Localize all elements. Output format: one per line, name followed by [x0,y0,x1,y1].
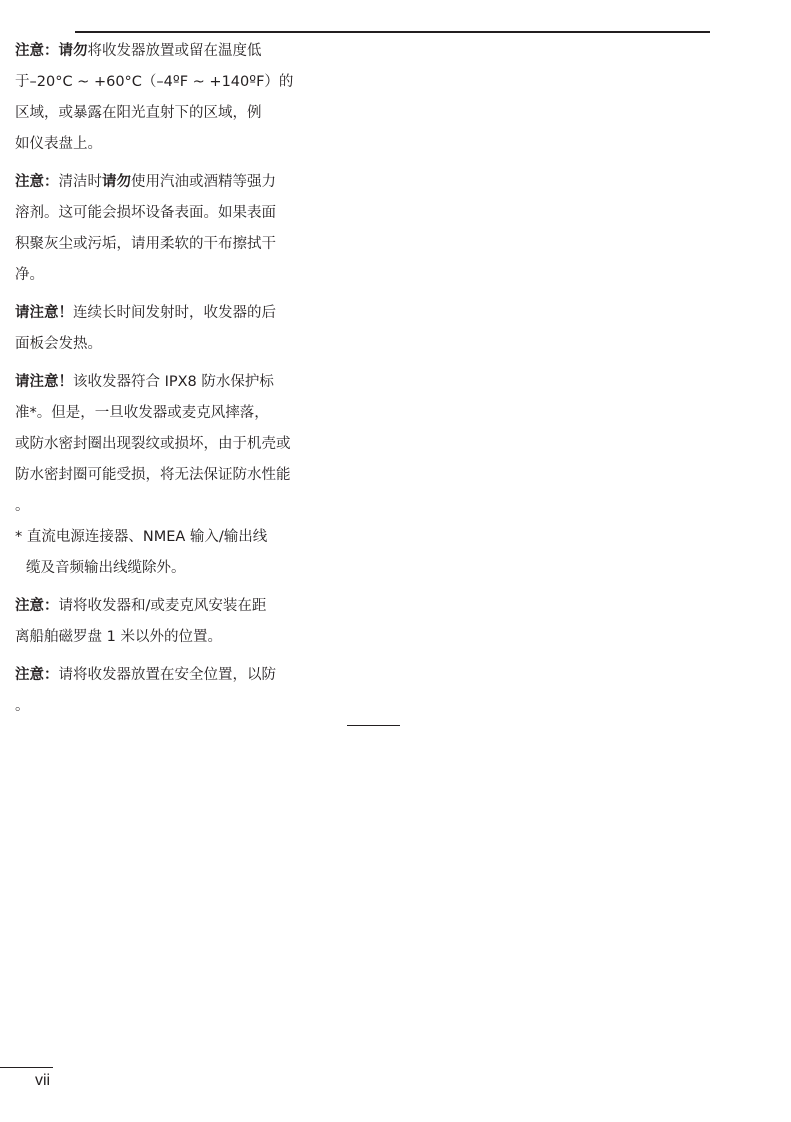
notice-text: 面板会发热。 [15,336,102,352]
notice-label: 请勿 [58,43,88,59]
notice-paragraph [15,167,335,291]
footer-rule [0,1067,53,1068]
notice-text: 请将收发器放置在安全位置，以防 [58,667,276,683]
notice-text: 净。 [15,267,44,283]
notice-line [15,167,335,198]
notice-line [15,460,335,491]
notice-line [15,229,335,260]
notice-line [15,429,335,460]
notice-text: 区域，或暴露在阳光直射下的区域，例 [15,105,262,121]
notice-line [15,298,335,329]
notice-line [15,591,335,622]
header-rule [75,31,710,33]
notice-label: 请勿 [102,174,131,190]
notice-text: 。 [15,698,30,714]
notice-label: 请注意！ [15,374,73,390]
notice-line [15,491,335,522]
notice-label: 注意： [15,667,59,683]
notice-line [15,367,335,398]
notice-paragraph [15,591,335,653]
notice-label: 注意： [15,43,59,59]
notice-text: 清洁时 [58,174,102,190]
notices-column [15,36,335,729]
inline-rule [347,725,400,726]
notice-paragraph [15,660,335,722]
notice-label: 注意： [15,598,59,614]
notice-line [15,660,335,691]
notice-paragraph [15,298,335,360]
notice-text: 将收发器放置或留在温度低 [87,43,262,59]
notice-line [15,36,335,67]
notice-text: 离船舶磁罗盘 1 米以外的位置。 [15,629,222,645]
notice-line [15,98,335,129]
notice-text: 防水密封圈可能受损，将无法保证防水性能 [15,467,291,483]
notice-paragraph [15,36,335,160]
notice-text: 使用汽油或酒精等强力 [131,174,276,190]
notice-text: 。 [15,498,30,514]
notice-label: 请注意！ [15,305,73,321]
notice-text: 或防水密封圈出现裂纹或损坏，由于机壳或 [15,436,291,452]
notice-text: 如仪表盘上。 [15,136,102,152]
notice-line [15,691,335,722]
notice-line [15,329,335,360]
notice-text: 该收发器符合 IPX8 防水保护标 [73,374,274,390]
notice-line [15,553,335,584]
notice-text: * 直流电源连接器、NMEA 输入/输出线 [15,529,268,545]
notice-text: 准*。但是，一旦收发器或麦克风摔落， [15,405,269,421]
notice-line [15,260,335,291]
notice-line [15,522,335,553]
notice-paragraph [15,367,335,584]
notice-text: 缆及音频输出线缆除外。 [26,560,186,576]
notice-line [15,198,335,229]
notice-line [15,622,335,653]
notice-text: 于–20°C ~ +60°C（–4ºF ~ +140ºF）的 [15,74,294,90]
notice-text: 连续长时间发射时，收发器的后 [73,305,276,321]
notice-line [15,398,335,429]
page-number: vii [35,1072,51,1089]
notice-text: 积聚灰尘或污垢，请用柔软的干布擦拭干 [15,236,276,252]
notice-line [15,67,335,98]
notice-label: 注意： [15,174,59,190]
notice-text: 请将收发器和/或麦克风安装在距 [58,598,267,614]
notice-line [15,129,335,160]
notice-text: 溶剂。这可能会损坏设备表面。如果表面 [15,205,276,221]
